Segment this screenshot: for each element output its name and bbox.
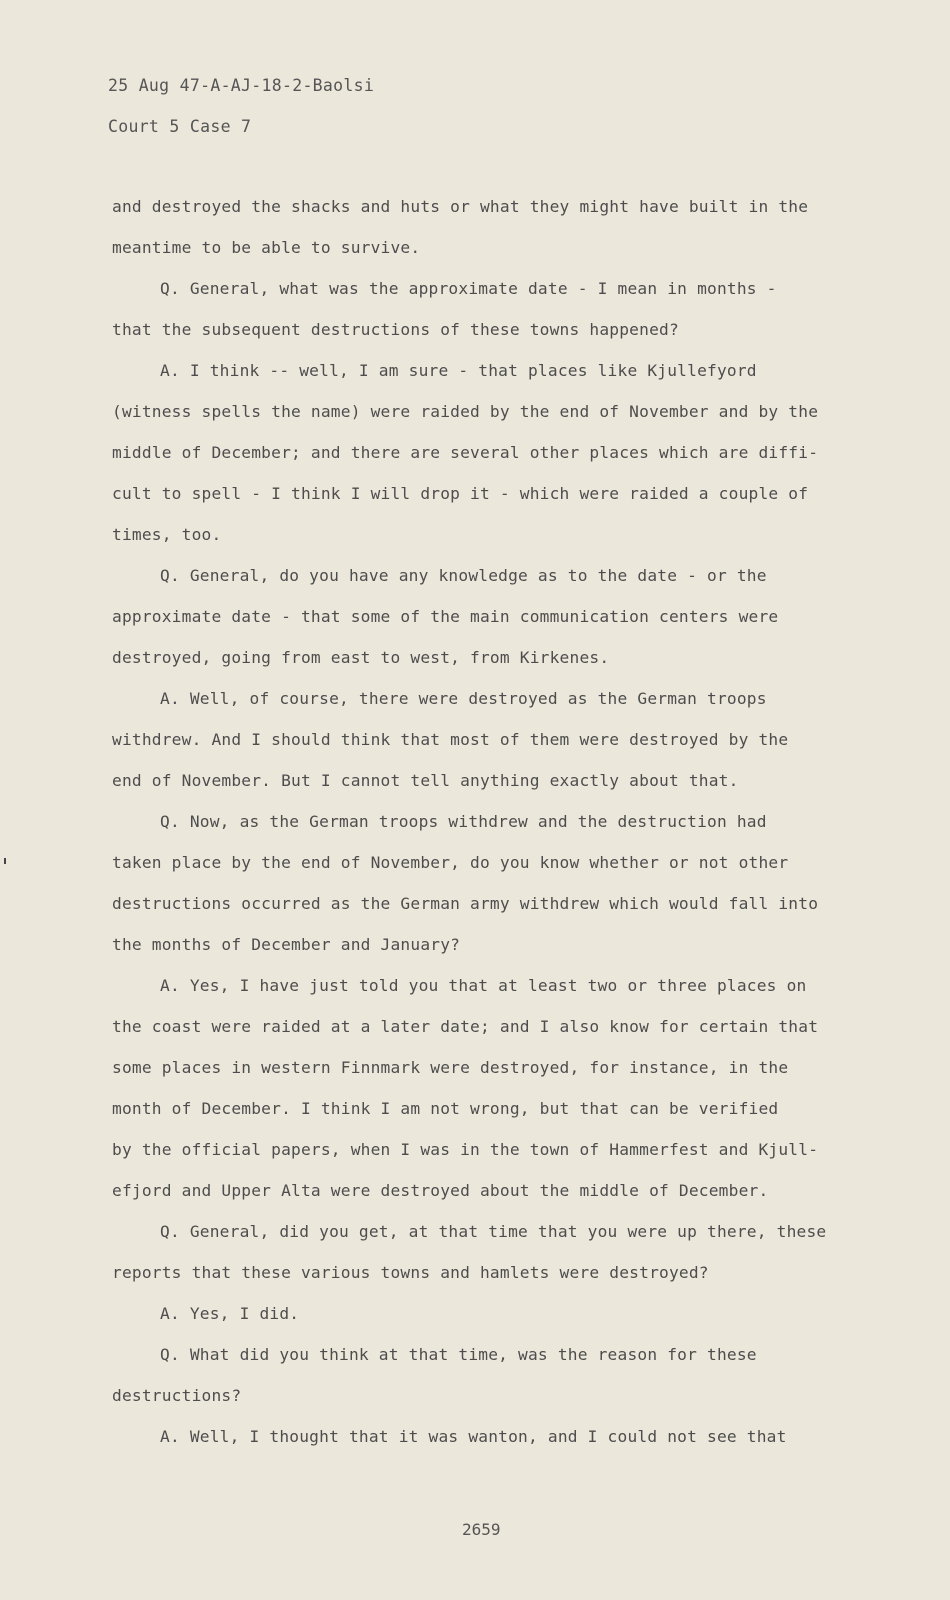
transcript-line: (witness spells the name) were raided by the end of November and by the bbox=[112, 402, 819, 421]
transcript-line: Q. Now, as the German troops withdrew and the destruction had bbox=[160, 812, 767, 831]
transcript-line: efjord and Upper Alta were destroyed about the middle of December. bbox=[112, 1181, 769, 1200]
document-reference: 25 Aug 47-A-AJ-18-2-Baolsi bbox=[108, 76, 375, 95]
transcript-line: taken place by the end of November, do you know whether or not other bbox=[112, 853, 789, 872]
transcript-line: Q. General, what was the approximate date - I mean in months - bbox=[160, 279, 777, 298]
transcript-line: approximate date - that some of the main communication centers were bbox=[112, 607, 779, 626]
transcript-line: reports that these various towns and hamlets were destroyed? bbox=[112, 1263, 709, 1282]
page-number: 2659 bbox=[462, 1520, 501, 1539]
transcript-line: cult to spell - I think I will drop it - which were raided a couple of bbox=[112, 484, 809, 503]
transcript-line: destroyed, going from east to west, from Kirkenes. bbox=[112, 648, 610, 667]
transcript-line: Q. General, do you have any knowledge as to the date - or the bbox=[160, 566, 767, 585]
transcript-line: destructions? bbox=[112, 1386, 242, 1405]
margin-mark bbox=[4, 858, 6, 864]
transcript-line: meantime to be able to survive. bbox=[112, 238, 421, 257]
transcript-line: month of December. I think I am not wrong, but that can be verified bbox=[112, 1099, 779, 1118]
transcript-line: by the official papers, when I was in the town of Hammerfest and Kjull- bbox=[112, 1140, 819, 1159]
transcript-line: A. Well, I thought that it was wanton, and I could not see that bbox=[160, 1427, 787, 1446]
transcript-line: end of November. But I cannot tell anything exactly about that. bbox=[112, 771, 739, 790]
transcript-line: times, too. bbox=[112, 525, 222, 544]
transcript-line: that the subsequent destructions of these towns happened? bbox=[112, 320, 679, 339]
transcript-line: destructions occurred as the German army withdrew which would fall into bbox=[112, 894, 819, 913]
transcript-line: Q. What did you think at that time, was the reason for these bbox=[160, 1345, 757, 1364]
transcript-line: A. I think -- well, I am sure - that places like Kjullefyord bbox=[160, 361, 757, 380]
transcript-line: the months of December and January? bbox=[112, 935, 461, 954]
transcript-line: some places in western Finnmark were destroyed, for instance, in the bbox=[112, 1058, 789, 1077]
transcript-line: withdrew. And I should think that most of them were destroyed by the bbox=[112, 730, 789, 749]
transcript-line: A. Yes, I did. bbox=[160, 1304, 300, 1323]
transcript-line: Q. General, did you get, at that time that you were up there, these bbox=[160, 1222, 827, 1241]
transcript-line: middle of December; and there are several other places which are diffi- bbox=[112, 443, 819, 462]
transcript-line: the coast were raided at a later date; and I also know for certain that bbox=[112, 1017, 819, 1036]
transcript-line: A. Well, of course, there were destroyed as the German troops bbox=[160, 689, 767, 708]
transcript-body bbox=[112, 193, 852, 1464]
court-case-label: Court 5 Case 7 bbox=[108, 117, 252, 136]
transcript-line: A. Yes, I have just told you that at least two or three places on bbox=[160, 976, 807, 995]
transcript-line: and destroyed the shacks and huts or what they might have built in the bbox=[112, 197, 809, 216]
